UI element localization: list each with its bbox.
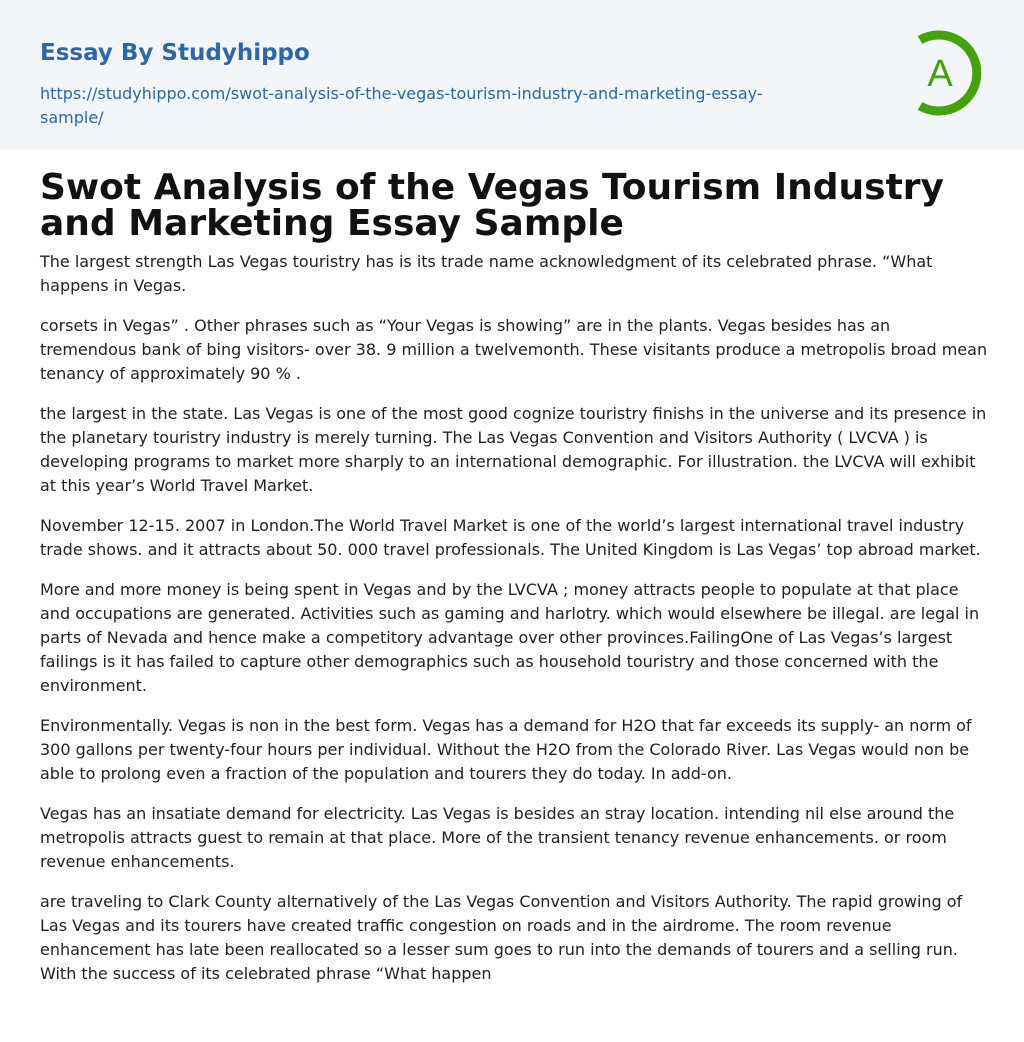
site-header (0, 0, 1024, 150)
paragraph: the largest in the state. Las Vegas is one of the most good cognize touristry finishs in the universe and its presence in the planetary touristry industry is merely turning. The Las Vegas Convention and Visitors Authority ( LVCVA ) is developing programs to market more sharply to an international demographic. For illustration. the LVCVA will exhibit at this year’s World Travel Market. (40, 404, 987, 495)
paragraph: Vegas has an insatiate demand for electricity. Las Vegas is besides an stray location. intending nil else around the metropolis attracts guest to remain at that place. More of the transient tenancy revenue enhancements. or room revenue enhancements. (40, 804, 955, 871)
paragraph: More and more money is being spent in Vegas and by the LVCVA ; money attracts people to populate at that place and occupations are generated. Activities such as gaming and harlotry. which would elsewhere be illegal. are legal in parts of Nevada and hence make a competitory advantage over other provinces.FailingOne of Las Vegas’s largest failings is it has failed to capture other demographics such as household touristry and those concerned with the environment. (40, 580, 980, 695)
paragraph: Environmentally. Vegas is non in the best form. Vegas has a demand for H2O that far exceeds its supply- an norm of 300 gallons per twenty-four hours per individual. Without the H2O from the Colorado River. Las Vegas would non be able to prolong even a fraction of the population and tourers they do today. In add-on. (40, 716, 972, 783)
studyhippo-logo-icon (906, 28, 990, 118)
paragraph: corsets in Vegas” . Other phrases such as “Your Vegas is showing” are in the plants. Vegas besides has an tremendous bank of bing visitors- over 38. 9 million a twelvemonth. These visitants produce a metropolis broad mean tenancy of approximately 90 % . (40, 316, 988, 383)
paragraph: are traveling to Clark County alternatively of the Las Vegas Convention and Visitors Authority. The rapid growing of Las Vegas and its tourers have created traffic congestion on roads and in the airdrome. The room revenue enhancement has late been reallocated so a lesser sum goes to run into the demands of tourers and a selling run. With the success of its celebrated phrase “What happen (40, 892, 963, 983)
page-title: Swot Analysis of the Vegas Tourism Industry and Marketing Essay Sample (40, 167, 945, 244)
essay-body (40, 250, 990, 1002)
paragraph: The largest strength Las Vegas touristry has is its trade name acknowledgment of its celebrated phrase. “What happens in Vegas. (40, 252, 933, 295)
paragraph: November 12-15. 2007 in London.The World Travel Market is one of the world’s largest international travel industry trade shows. and it attracts about 50. 000 travel professionals. The United Kingdom is Las Vegas’ top abroad market. (40, 516, 981, 559)
svg-text:A: A (927, 53, 953, 95)
brand-title: Essay By Studyhippo (40, 40, 310, 66)
essay-url-link[interactable]: https://studyhippo.com/swot-analysis-of-the-vegas-tourism-industry-and-marketing-essay-sample/ (40, 84, 763, 127)
